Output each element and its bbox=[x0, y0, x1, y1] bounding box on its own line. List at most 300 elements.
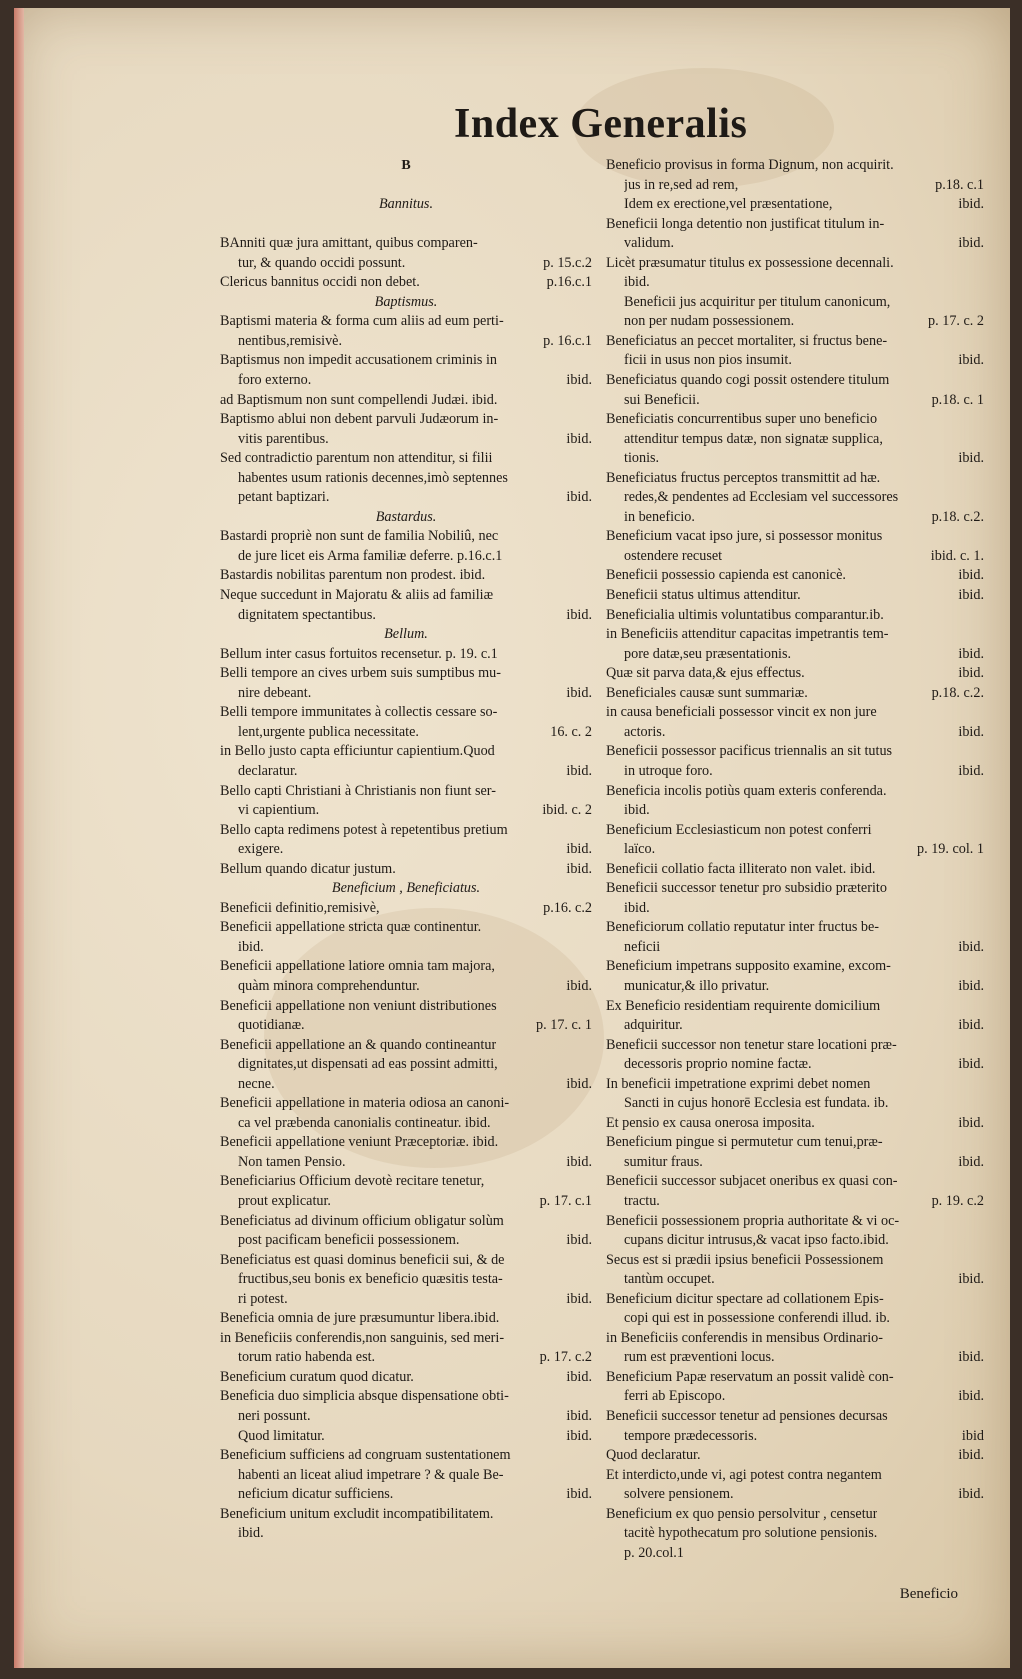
index-entry bbox=[220, 1094, 592, 1114]
page-reference: ibid. bbox=[566, 977, 592, 994]
index-entry-continuation bbox=[220, 488, 592, 508]
entry-text: Beneficiatus fructus perceptos transmittit ad hæ. bbox=[606, 469, 881, 486]
index-entry-continuation bbox=[220, 1407, 592, 1427]
entry-text: non per nudam possessionem. bbox=[624, 313, 795, 330]
index-entry-continuation bbox=[606, 1524, 984, 1544]
entry-text: Beneficium dicitur spectare ad collationem Epis- bbox=[606, 1290, 884, 1307]
index-entry bbox=[606, 606, 984, 626]
entry-text: tractu. bbox=[624, 1192, 660, 1209]
index-entry bbox=[220, 821, 592, 841]
index-entry bbox=[606, 742, 984, 762]
index-entry-continuation bbox=[220, 684, 592, 704]
page-reference: ibid. bbox=[566, 1075, 592, 1092]
index-entry-continuation bbox=[606, 1387, 984, 1407]
entry-text: Beneficio provisus in forma Dignum, non acquirit. bbox=[606, 157, 894, 173]
entry-text: dignitates,ut dispensati ad eas possint admitti, bbox=[238, 1056, 498, 1073]
entry-text: sui Beneficii. bbox=[624, 391, 700, 408]
entry-text: Beneficii successor non tenetur stare locationi præ- bbox=[606, 1036, 897, 1053]
index-entry bbox=[606, 664, 984, 684]
entry-text: In beneficii impetratione exprimi debet nomen bbox=[606, 1075, 871, 1092]
index-entry bbox=[606, 1329, 984, 1349]
entry-text: adquiritur. bbox=[624, 1017, 683, 1034]
page-reference: ibid. bbox=[566, 841, 592, 858]
page-reference: ibid. bbox=[958, 235, 984, 252]
entry-text: ibid. bbox=[624, 899, 650, 916]
index-entry bbox=[220, 1446, 592, 1466]
index-entry-continuation bbox=[220, 723, 592, 743]
entry-text: tempore prædecessoris. bbox=[624, 1427, 758, 1444]
page-reference: ibid. bbox=[958, 938, 984, 955]
index-entry bbox=[220, 782, 592, 802]
index-entry bbox=[220, 1251, 592, 1271]
page-reference: ibid. bbox=[958, 977, 984, 994]
index-entry-continuation bbox=[606, 1055, 984, 1075]
index-entry bbox=[220, 664, 592, 684]
index-entry bbox=[606, 918, 984, 938]
page-reference: p. 19. col. 1 bbox=[917, 841, 984, 858]
index-entry bbox=[220, 351, 592, 371]
index-entry bbox=[606, 1212, 984, 1232]
entry-text: fructibus,seu bonis ex beneficio quæsitis testa- bbox=[238, 1271, 503, 1288]
page-reference: ibid. bbox=[566, 489, 592, 506]
entry-text: Beneficii status ultimus attenditur. bbox=[606, 587, 801, 604]
entry-text: Quod limitatur. bbox=[238, 1427, 325, 1444]
page-reference: ibid. bbox=[566, 1232, 592, 1249]
entry-text: ibid. bbox=[238, 1525, 264, 1542]
index-entry-continuation bbox=[606, 176, 984, 196]
entry-text: ficii in usus non pios insumit. bbox=[624, 352, 792, 369]
entry-text: Beneficii successor tenetur ad pensiones decursas bbox=[606, 1408, 888, 1424]
entry-text: tur, & quando occidi possunt. bbox=[238, 254, 406, 271]
index-heading bbox=[220, 625, 592, 645]
entry-text: quàm minora comprehenduntur. bbox=[238, 977, 420, 994]
entry-text: Beneficium vacat ipso jure, si possessor monitus bbox=[606, 528, 883, 545]
index-entry-continuation bbox=[606, 723, 984, 743]
index-entry-continuation bbox=[220, 1485, 592, 1505]
index-entry bbox=[220, 1309, 592, 1329]
index-entry bbox=[606, 1466, 984, 1486]
entry-text: Beneficia duo simplicia absque dispensatione obti- bbox=[220, 1388, 509, 1405]
entry-text: Beneficii jus acquiritur per titulum canonicum, bbox=[624, 293, 891, 310]
entry-text: Neque succedunt in Majoratu & aliis ad familiæ bbox=[220, 587, 494, 604]
entry-text: Bellum inter casus fortuitos recensetur. p. 19. c.1 bbox=[220, 645, 498, 662]
entry-text: Sed contradictio parentum non attenditur, si filii bbox=[220, 450, 493, 467]
page-title: Index Generalis bbox=[454, 101, 748, 147]
index-entry-continuation bbox=[220, 254, 592, 274]
entry-text: Et interdicto,unde vi, agi potest contra negantem bbox=[606, 1466, 882, 1483]
page-reference: ibid. c. 2 bbox=[542, 802, 592, 819]
index-entry-continuation bbox=[606, 1231, 984, 1251]
index-entry bbox=[220, 1212, 592, 1232]
index-entry-continuation bbox=[606, 977, 984, 997]
index-entry-continuation bbox=[220, 938, 592, 958]
index-entry-continuation bbox=[220, 762, 592, 782]
entry-text: neficium dicatur sufficiens. bbox=[238, 1486, 394, 1503]
entry-text: prout explicatur. bbox=[238, 1192, 331, 1209]
entry-text: Belli tempore immunitates à collectis cessare so- bbox=[220, 704, 498, 721]
page-reference: ibid. bbox=[566, 684, 592, 701]
entry-text: Licèt præsumatur titulus ex possessione decennali. bbox=[606, 254, 894, 271]
index-entry-continuation bbox=[606, 1094, 984, 1114]
entry-text: pore datæ,seu præsentationis. bbox=[624, 645, 792, 662]
index-entry-continuation bbox=[220, 1075, 592, 1095]
index-entry-continuation bbox=[220, 977, 592, 997]
entry-text: Beneficium Papæ reservatum an possit validè con- bbox=[606, 1368, 894, 1385]
index-entry bbox=[606, 527, 984, 547]
entry-text: Beneficiatus quando cogi possit ostendere titulum bbox=[606, 372, 890, 389]
page-reference: ibid. bbox=[958, 1114, 984, 1131]
spacer bbox=[220, 176, 592, 196]
page-reference: ibid. bbox=[958, 1447, 984, 1464]
index-entry-continuation bbox=[220, 1270, 592, 1290]
entry-text: in Beneficiis conferendis in mensibus Ordinario- bbox=[606, 1329, 883, 1346]
index-entry-continuation bbox=[220, 1231, 592, 1251]
entry-text: Beneficium curatum quod dicatur. bbox=[220, 1368, 414, 1385]
index-entry bbox=[606, 997, 984, 1017]
page-reference: p. 19. c.2 bbox=[931, 1192, 984, 1209]
index-entry-continuation bbox=[606, 1348, 984, 1368]
entry-text: Beneficiatis concurrentibus super uno beneficio bbox=[606, 411, 878, 428]
page-reference: p.16. c.2 bbox=[543, 899, 592, 916]
page-reference: p.18. c.1 bbox=[935, 176, 984, 193]
entry-text: in Beneficiis conferendis,non sanguinis, sed meri- bbox=[220, 1329, 505, 1346]
page-reference: p. 16.c.1 bbox=[543, 332, 592, 349]
index-entry-continuation bbox=[220, 1348, 592, 1368]
index-entry bbox=[220, 1133, 592, 1153]
entry-text: Beneficii definitio,remisivè, bbox=[220, 899, 380, 916]
page-reference: ibid bbox=[961, 1427, 984, 1444]
index-entry-continuation bbox=[220, 1016, 592, 1036]
page-reference: ibid. bbox=[958, 1388, 984, 1405]
page-reference: ibid. bbox=[566, 430, 592, 447]
entry-text: cupans dicitur intrusus,& vacat ipso facto.ibid. bbox=[624, 1232, 889, 1249]
page-reference: ibid. c. 1. bbox=[930, 547, 984, 564]
entry-text: nentibus,remisivè. bbox=[238, 332, 343, 349]
entry-text: Bannitus. bbox=[379, 196, 433, 213]
entry-text: de jure licet eis Arma familiæ deferre. p.16.c.1 bbox=[238, 547, 503, 564]
entry-text: Bellum quando dicatur justum. bbox=[220, 860, 396, 877]
index-entry bbox=[220, 860, 592, 880]
entry-text: municatur,& illo privatur. bbox=[624, 977, 770, 994]
index-entry bbox=[606, 1114, 984, 1134]
entry-text: Beneficii appellatione an & quando contineantur bbox=[220, 1036, 497, 1053]
entry-text: foro externo. bbox=[238, 372, 312, 389]
entry-text: nire debeant. bbox=[238, 684, 312, 701]
page-reference: ibid. bbox=[958, 1153, 984, 1170]
index-entry-continuation bbox=[606, 312, 984, 332]
index-entry-continuation bbox=[606, 1270, 984, 1290]
entry-text: Beneficii successor subjacet oneribus ex quasi con- bbox=[606, 1173, 898, 1190]
page-reference: ibid. bbox=[566, 1153, 592, 1170]
entry-text: Baptismo ablui non debent parvuli Judæorum in- bbox=[220, 411, 499, 428]
entry-text: necne. bbox=[238, 1075, 275, 1092]
index-entry-continuation bbox=[606, 195, 984, 215]
index-entry bbox=[220, 1505, 592, 1525]
index-entry bbox=[220, 410, 592, 430]
page-reference: ibid. bbox=[958, 450, 984, 467]
index-entry-continuation bbox=[606, 1427, 984, 1447]
entry-text: Beneficii possessor pacificus triennalis an sit tutus bbox=[606, 743, 893, 760]
page-reference: ibid. bbox=[566, 1290, 592, 1307]
index-entry-continuation bbox=[220, 1466, 592, 1486]
index-entry bbox=[606, 625, 984, 645]
entry-text: declaratur. bbox=[238, 762, 298, 779]
entry-text: ferri ab Episcopo. bbox=[624, 1388, 726, 1405]
entry-text: sumitur fraus. bbox=[624, 1153, 703, 1170]
page-reference: ibid. bbox=[566, 1368, 592, 1385]
entry-text: petant baptizari. bbox=[238, 489, 330, 506]
index-entry bbox=[220, 1329, 592, 1349]
page-reference: p.18. c. 1 bbox=[931, 391, 984, 408]
entry-text: tacitè hypothecatum pro solutione pensionis. bbox=[624, 1525, 878, 1542]
page-reference: ibid. bbox=[566, 1408, 592, 1424]
entry-text: Sancti in cujus honorē Ecclesia est fundata. ib. bbox=[624, 1095, 889, 1112]
index-entry-continuation bbox=[606, 1153, 984, 1173]
page-reference: ibid. bbox=[566, 1427, 592, 1444]
index-entry-continuation bbox=[606, 488, 984, 508]
entry-text: in utroque foro. bbox=[624, 762, 713, 779]
index-entry-continuation bbox=[220, 1114, 592, 1134]
index-entry-continuation bbox=[606, 938, 984, 958]
index-entry bbox=[606, 215, 984, 235]
index-entry bbox=[606, 1368, 984, 1388]
entry-text: Baptismus. bbox=[374, 293, 438, 310]
index-entry-continuation bbox=[606, 430, 984, 450]
entry-text: Bastardus. bbox=[375, 508, 437, 525]
entry-text: Bello capta redimens potest à repetentibus pretium bbox=[220, 821, 508, 838]
entry-text: copi qui est in possessione conferendi illud. ib. bbox=[624, 1310, 890, 1327]
index-entry-continuation bbox=[220, 1290, 592, 1310]
section-letter bbox=[220, 156, 592, 176]
entry-text: neri possunt. bbox=[238, 1408, 311, 1424]
entry-text: habentes usum rationis decennes,imò septennes bbox=[238, 469, 508, 486]
page-reference: ibid. bbox=[958, 1271, 984, 1288]
index-entry bbox=[606, 1133, 984, 1153]
index-heading bbox=[220, 508, 592, 528]
index-entry-continuation bbox=[606, 547, 984, 567]
entry-text: ibid. bbox=[624, 802, 650, 819]
entry-text: lent,urgente publica necessitate. bbox=[238, 723, 419, 740]
entry-text: Beneficium sufficiens ad congruam sustentationem bbox=[220, 1447, 511, 1464]
entry-text: Beneficium pingue si permutetur cum tenui,præ- bbox=[606, 1134, 883, 1151]
index-entry bbox=[606, 1251, 984, 1271]
page-reference: ibid. bbox=[958, 1017, 984, 1034]
page-reference: ibid. bbox=[958, 665, 984, 682]
entry-text: ostendere recuset bbox=[624, 547, 723, 564]
index-heading bbox=[220, 879, 592, 899]
entry-text: Beneficii longa detentio non justificat titulum in- bbox=[606, 215, 885, 232]
page-reference: p. 15.c.2 bbox=[543, 254, 592, 271]
entry-text: Quæ sit parva data,& ejus effectus. bbox=[606, 665, 805, 682]
entry-text: Beneficiatus ad divinum officium obligatur solùm bbox=[220, 1212, 504, 1229]
entry-text: vitis parentibus. bbox=[238, 430, 329, 447]
index-entry bbox=[606, 586, 984, 606]
index-entry-continuation bbox=[606, 899, 984, 919]
page-reference: p. 17. c. 1 bbox=[536, 1017, 592, 1034]
page-reference: p. 17. c.2 bbox=[539, 1349, 592, 1366]
page-binding-edge bbox=[14, 8, 24, 1668]
index-entry-continuation bbox=[220, 1192, 592, 1212]
index-entry-continuation bbox=[606, 508, 984, 528]
entry-text: validum. bbox=[624, 235, 675, 252]
entry-text: Beneficii successor tenetur pro subsidio præterito bbox=[606, 880, 887, 897]
page-reference: ibid. bbox=[958, 1486, 984, 1503]
index-entry-continuation bbox=[606, 351, 984, 371]
index-entry-continuation bbox=[606, 1485, 984, 1505]
entry-text: Beneficiarius Officium devotè recitare tenetur, bbox=[220, 1173, 485, 1190]
index-entry-continuation bbox=[220, 430, 592, 450]
index-entry bbox=[606, 332, 984, 352]
entry-text: p. 20.col.1 bbox=[624, 1544, 684, 1561]
entry-text: Beneficium , Beneficiatus. bbox=[331, 880, 481, 897]
page-reference: ibid. bbox=[958, 587, 984, 604]
index-entry bbox=[606, 1172, 984, 1192]
index-entry bbox=[220, 449, 592, 469]
index-entry bbox=[606, 1505, 984, 1525]
index-entry-continuation bbox=[220, 332, 592, 352]
index-entry-continuation bbox=[606, 645, 984, 665]
entry-text: BAnniti quæ jura amittant, quibus comparen- bbox=[220, 235, 478, 252]
entry-text: torum ratio habenda est. bbox=[238, 1349, 376, 1366]
entry-text: Secus est si prædii ipsius beneficii Possessionem bbox=[606, 1251, 884, 1268]
entry-text: Ex Beneficio residentiam requirente domicilium bbox=[606, 997, 881, 1014]
page-reference: ibid. bbox=[958, 196, 984, 213]
entry-text: Beneficii possessio capienda est canonicè. bbox=[606, 567, 846, 584]
index-entry bbox=[220, 391, 592, 411]
index-entry bbox=[606, 684, 984, 704]
entry-text: Beneficiatus est quasi dominus beneficii sui, & de bbox=[220, 1251, 505, 1268]
entry-text: tionis. bbox=[624, 450, 660, 467]
index-entry-continuation bbox=[606, 1309, 984, 1329]
entry-text: jus in re,sed ad rem, bbox=[624, 176, 739, 193]
entry-text: vi capientium. bbox=[238, 802, 320, 819]
entry-text: Beneficii appellatione veniunt Præceptoriæ. ibid. bbox=[220, 1134, 499, 1151]
entry-text: Bastardi propriè non sunt de familia Nobiliû, nec bbox=[220, 528, 499, 545]
entry-text: Beneficia omnia de jure præsumuntur libera.ibid. bbox=[220, 1310, 500, 1327]
entry-text: decessoris proprio nomine factæ. bbox=[624, 1056, 812, 1073]
index-entry bbox=[606, 1036, 984, 1056]
index-entry bbox=[606, 1407, 984, 1427]
index-entry bbox=[220, 234, 592, 254]
index-entry-continuation bbox=[606, 293, 984, 313]
entry-text: Beneficium Ecclesiasticum non potest conferri bbox=[606, 821, 872, 838]
index-entry bbox=[220, 899, 592, 919]
index-entry-continuation bbox=[220, 547, 592, 567]
entry-text: Beneficiorum collatio reputatur inter fructus be- bbox=[606, 919, 880, 936]
page-reference: p.18. c.2. bbox=[931, 684, 984, 701]
page-reference: ibid. bbox=[958, 1056, 984, 1073]
entry-text: post pacificam beneficii possessionem. bbox=[238, 1232, 460, 1249]
entry-text: quotidianæ. bbox=[238, 1017, 305, 1034]
page-reference: ibid. bbox=[958, 1349, 984, 1366]
index-column-right bbox=[606, 156, 984, 1563]
index-entry-continuation bbox=[220, 840, 592, 860]
entry-text: ca vel præbenda canonialis contineatur. ibid. bbox=[238, 1114, 491, 1131]
index-entry-continuation bbox=[220, 606, 592, 626]
entry-text: Beneficium unitum excludit incompatibilitatem. bbox=[220, 1505, 494, 1522]
page-reference: ibid. bbox=[958, 567, 984, 584]
entry-text: Baptismus non impedit accusationem criminis in bbox=[220, 352, 498, 369]
page-reference: p.18. c.2. bbox=[931, 508, 984, 525]
index-entry bbox=[220, 527, 592, 547]
index-entry bbox=[220, 742, 592, 762]
index-entry bbox=[606, 254, 984, 274]
index-entry bbox=[220, 1036, 592, 1056]
entry-text: attenditur tempus datæ, non signatæ supplica, bbox=[624, 430, 883, 447]
page-reference: ibid. bbox=[566, 762, 592, 779]
index-entry-continuation bbox=[606, 1016, 984, 1036]
entry-text: Beneficium impetrans supposito examine, excom- bbox=[606, 958, 891, 975]
index-entry-continuation bbox=[606, 234, 984, 254]
index-entry bbox=[220, 566, 592, 586]
page-reference: ibid. bbox=[566, 372, 592, 389]
page-reference: ibid. bbox=[958, 352, 984, 369]
entry-text: actoris. bbox=[624, 723, 666, 740]
entry-text: laïco. bbox=[624, 841, 656, 858]
index-entry-continuation bbox=[220, 1427, 592, 1447]
page-reference: ibid. bbox=[958, 723, 984, 740]
entry-text: Beneficium ex quo pensio persolvitur , censetur bbox=[606, 1505, 878, 1522]
entry-text: Beneficii appellatione latiore omnia tam majora, bbox=[220, 958, 495, 975]
entry-text: Beneficii appellatione stricta quæ continentur. bbox=[220, 919, 482, 936]
index-entry-continuation bbox=[220, 1524, 592, 1544]
index-column-left bbox=[220, 156, 592, 1544]
index-entry bbox=[606, 957, 984, 977]
entry-text: ri potest. bbox=[238, 1290, 288, 1307]
index-entry bbox=[220, 918, 592, 938]
index-entry-continuation bbox=[606, 273, 984, 293]
page-reference: ibid. bbox=[958, 645, 984, 662]
index-entry bbox=[606, 860, 984, 880]
entry-text: Beneficii appellatione non veniunt distributiones bbox=[220, 997, 497, 1014]
index-entry bbox=[606, 469, 984, 489]
entry-text: Beneficia incolis potiùs quam exteris conferenda. bbox=[606, 782, 887, 799]
page-reference: p. 17. c. 2 bbox=[928, 313, 984, 330]
entry-text: Belli tempore an cives urbem suis sumptibus mu- bbox=[220, 665, 501, 682]
entry-text: Idem ex erectione,vel præsentatione, bbox=[624, 196, 833, 213]
index-entry bbox=[606, 156, 984, 176]
entry-text: in beneficio. bbox=[624, 508, 695, 525]
book-page bbox=[14, 8, 1010, 1668]
index-entry bbox=[220, 1368, 592, 1388]
index-entry bbox=[606, 821, 984, 841]
index-entry-continuation bbox=[220, 1055, 592, 1075]
entry-text: in causa beneficiali possessor vincit ex non jure bbox=[606, 704, 877, 721]
page-reference: ibid. bbox=[566, 1486, 592, 1503]
entry-text: Non tamen Pensio. bbox=[238, 1153, 346, 1170]
index-heading bbox=[220, 195, 592, 215]
page-reference: ibid. bbox=[566, 606, 592, 623]
entry-text: rum est præventioni locus. bbox=[624, 1349, 775, 1366]
entry-text: Baptismi materia & forma cum aliis ad eum perti- bbox=[220, 313, 504, 330]
index-entry bbox=[220, 1387, 592, 1407]
index-entry bbox=[220, 312, 592, 332]
entry-text: solvere pensionem. bbox=[624, 1486, 734, 1503]
index-entry bbox=[606, 371, 984, 391]
index-entry bbox=[606, 782, 984, 802]
spacer bbox=[220, 215, 592, 235]
entry-text: Beneficii collatio facta illiterato non valet. ibid. bbox=[606, 860, 876, 877]
entry-text: Beneficialia ultimis voluntatibus comparantur.ib. bbox=[606, 606, 884, 623]
catchword: Beneficio bbox=[899, 1586, 958, 1602]
index-entry-continuation bbox=[220, 371, 592, 391]
entry-text: exigere. bbox=[238, 841, 284, 858]
index-entry-continuation bbox=[220, 1153, 592, 1173]
index-heading bbox=[220, 293, 592, 313]
index-entry-continuation bbox=[606, 801, 984, 821]
index-entry bbox=[606, 410, 984, 430]
index-entry bbox=[220, 703, 592, 723]
